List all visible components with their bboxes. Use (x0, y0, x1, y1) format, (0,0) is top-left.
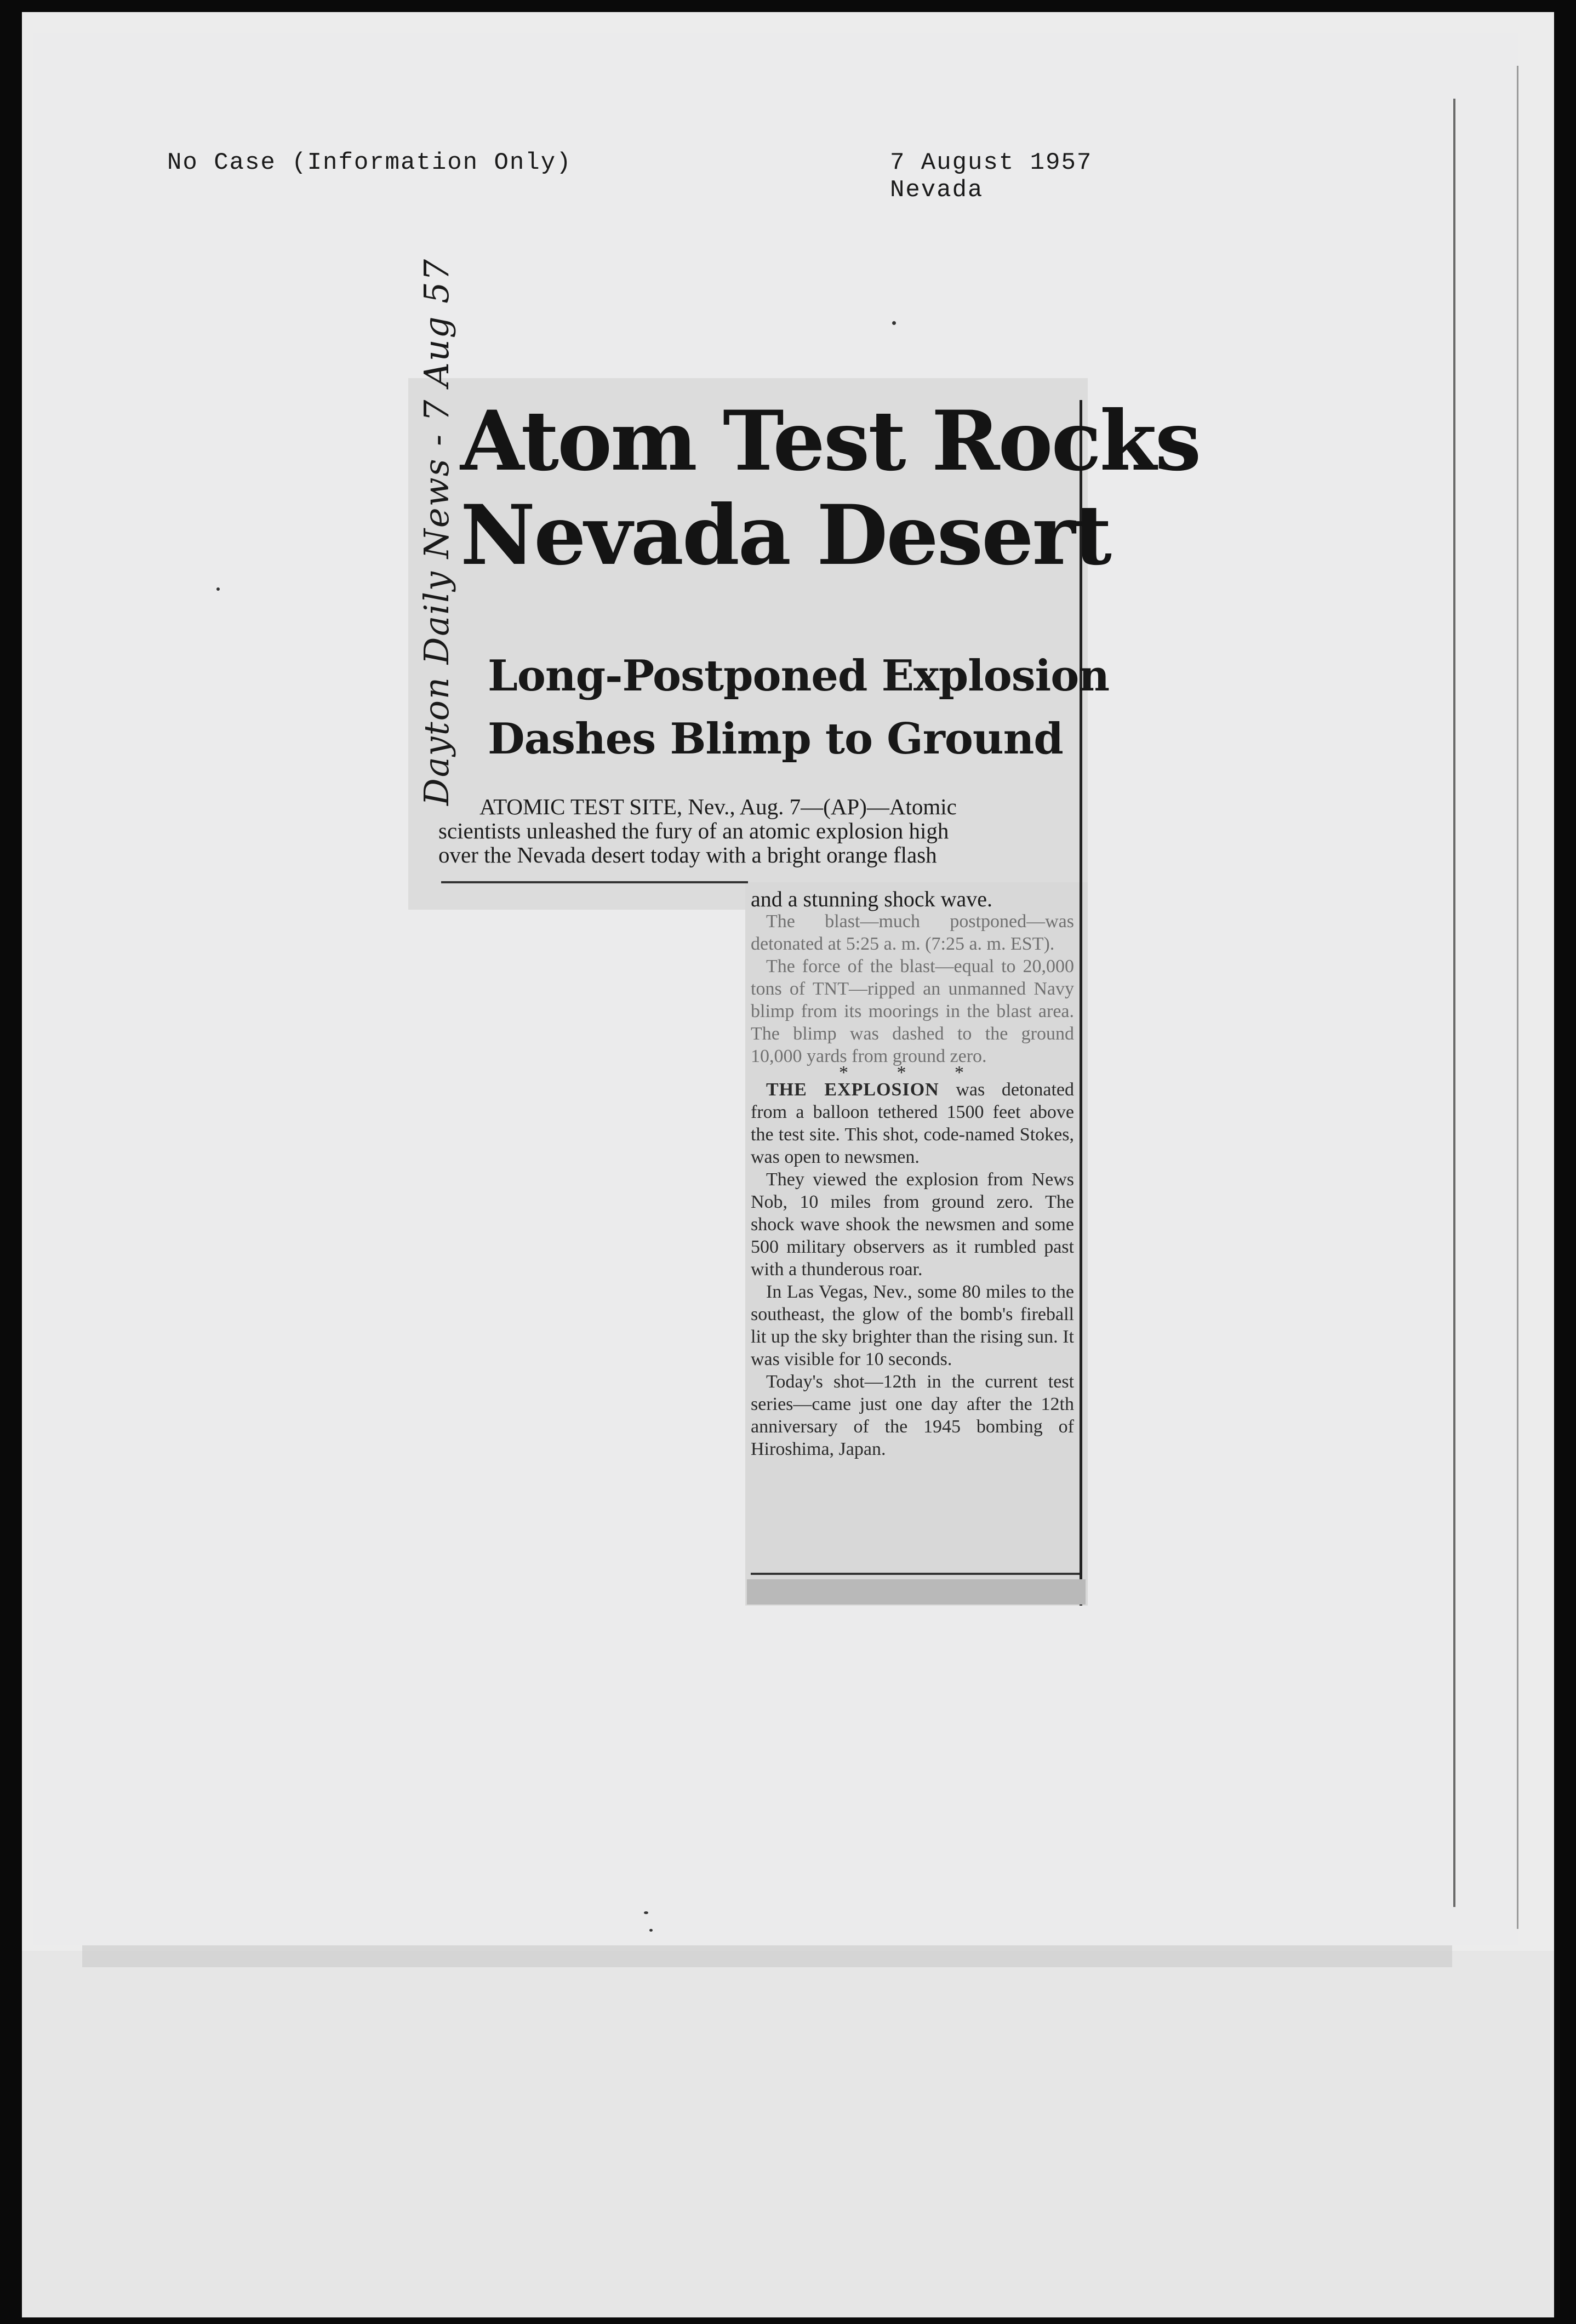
scan-border-right (1554, 0, 1576, 2324)
scan-lower-surface (22, 1951, 1554, 2317)
section-separator: * * * (839, 1063, 986, 1083)
newspaper-clipping (408, 378, 1200, 1606)
scan-border-top (0, 0, 1576, 12)
column-paragraph-text: was detonated from a balloon tethered 1500 feet above the test site. This shot, code-named Stokes, was open to newsmen. (751, 1080, 1074, 1167)
handwritten-source-note: Dayton Daily News - 7 Aug 57 (416, 258, 456, 806)
scan-speck (649, 1929, 653, 1932)
scan-speck (644, 1911, 648, 1914)
column-end-rule (751, 1573, 1080, 1575)
page-shadow (82, 1945, 1452, 1967)
article-column (751, 888, 1074, 1460)
column-paragraph: The blast—much postponed—was detonated at 5:25 a. m. (7:25 a. m. EST). (751, 911, 1074, 954)
memo-date: 7 August 1957 (890, 149, 1093, 176)
lede-line: ATOMIC TEST SITE, Nev., Aug. 7—(AP)—Atomic (479, 794, 957, 819)
case-status: No Case (Information Only) (167, 149, 572, 176)
subhead-line-2: Dashes Blimp to Ground (488, 714, 1063, 764)
headline-line-2: Nevada Desert (460, 487, 1110, 584)
column-paragraph: Today's shot—12th in the current test series—came just one day after the 12th anniversary of the 1945 bombing of Hiroshima, Japan. (751, 1372, 1074, 1459)
page-edge-line (1453, 99, 1455, 1907)
column-paragraph (751, 1078, 1074, 1168)
lede-line: over the Nevada desert today with a bright orange flash (438, 842, 937, 867)
scan-border-bottom (0, 2317, 1576, 2324)
page-edge-line-outer (1517, 66, 1518, 1929)
lede-line: scientists unleashed the fury of an atomic explosion high (438, 818, 949, 843)
column-paragraph: In Las Vegas, Nev., some 80 miles to the southeast, the glow of the bomb's fireball lit up the sky brighter than the rising sun. It was visible for 10 seconds. (751, 1282, 1074, 1369)
scan-speck (892, 321, 896, 325)
subhead-line-1: Long-Postponed Explosion (488, 651, 1110, 701)
scan-border-left (0, 0, 22, 2324)
cut-rule (441, 881, 748, 883)
column-paragraph: and a stunning shock wave. (751, 887, 993, 911)
scan-speck (216, 587, 220, 591)
clipping-cut-edge (747, 1579, 1086, 1604)
section-lead-in: THE EXPLOSION (766, 1080, 939, 1100)
column-paragraph: They viewed the explosion from News Nob, 10 miles from ground zero. The shock wave shook the newsmen and some 500 military observers as it rumbled past with a thunderous roar. (751, 1169, 1074, 1280)
memo-location: Nevada (890, 176, 984, 204)
headline-line-1: Atom Test Rocks (460, 393, 1200, 489)
article-lede (438, 795, 1074, 867)
column-paragraph: The force of the blast—equal to 20,000 tons of TNT—ripped an unmanned Navy blimp from its moorings in the blast area. The blimp was dashed to the ground 10,000 yards from ground zero. (751, 956, 1074, 1066)
